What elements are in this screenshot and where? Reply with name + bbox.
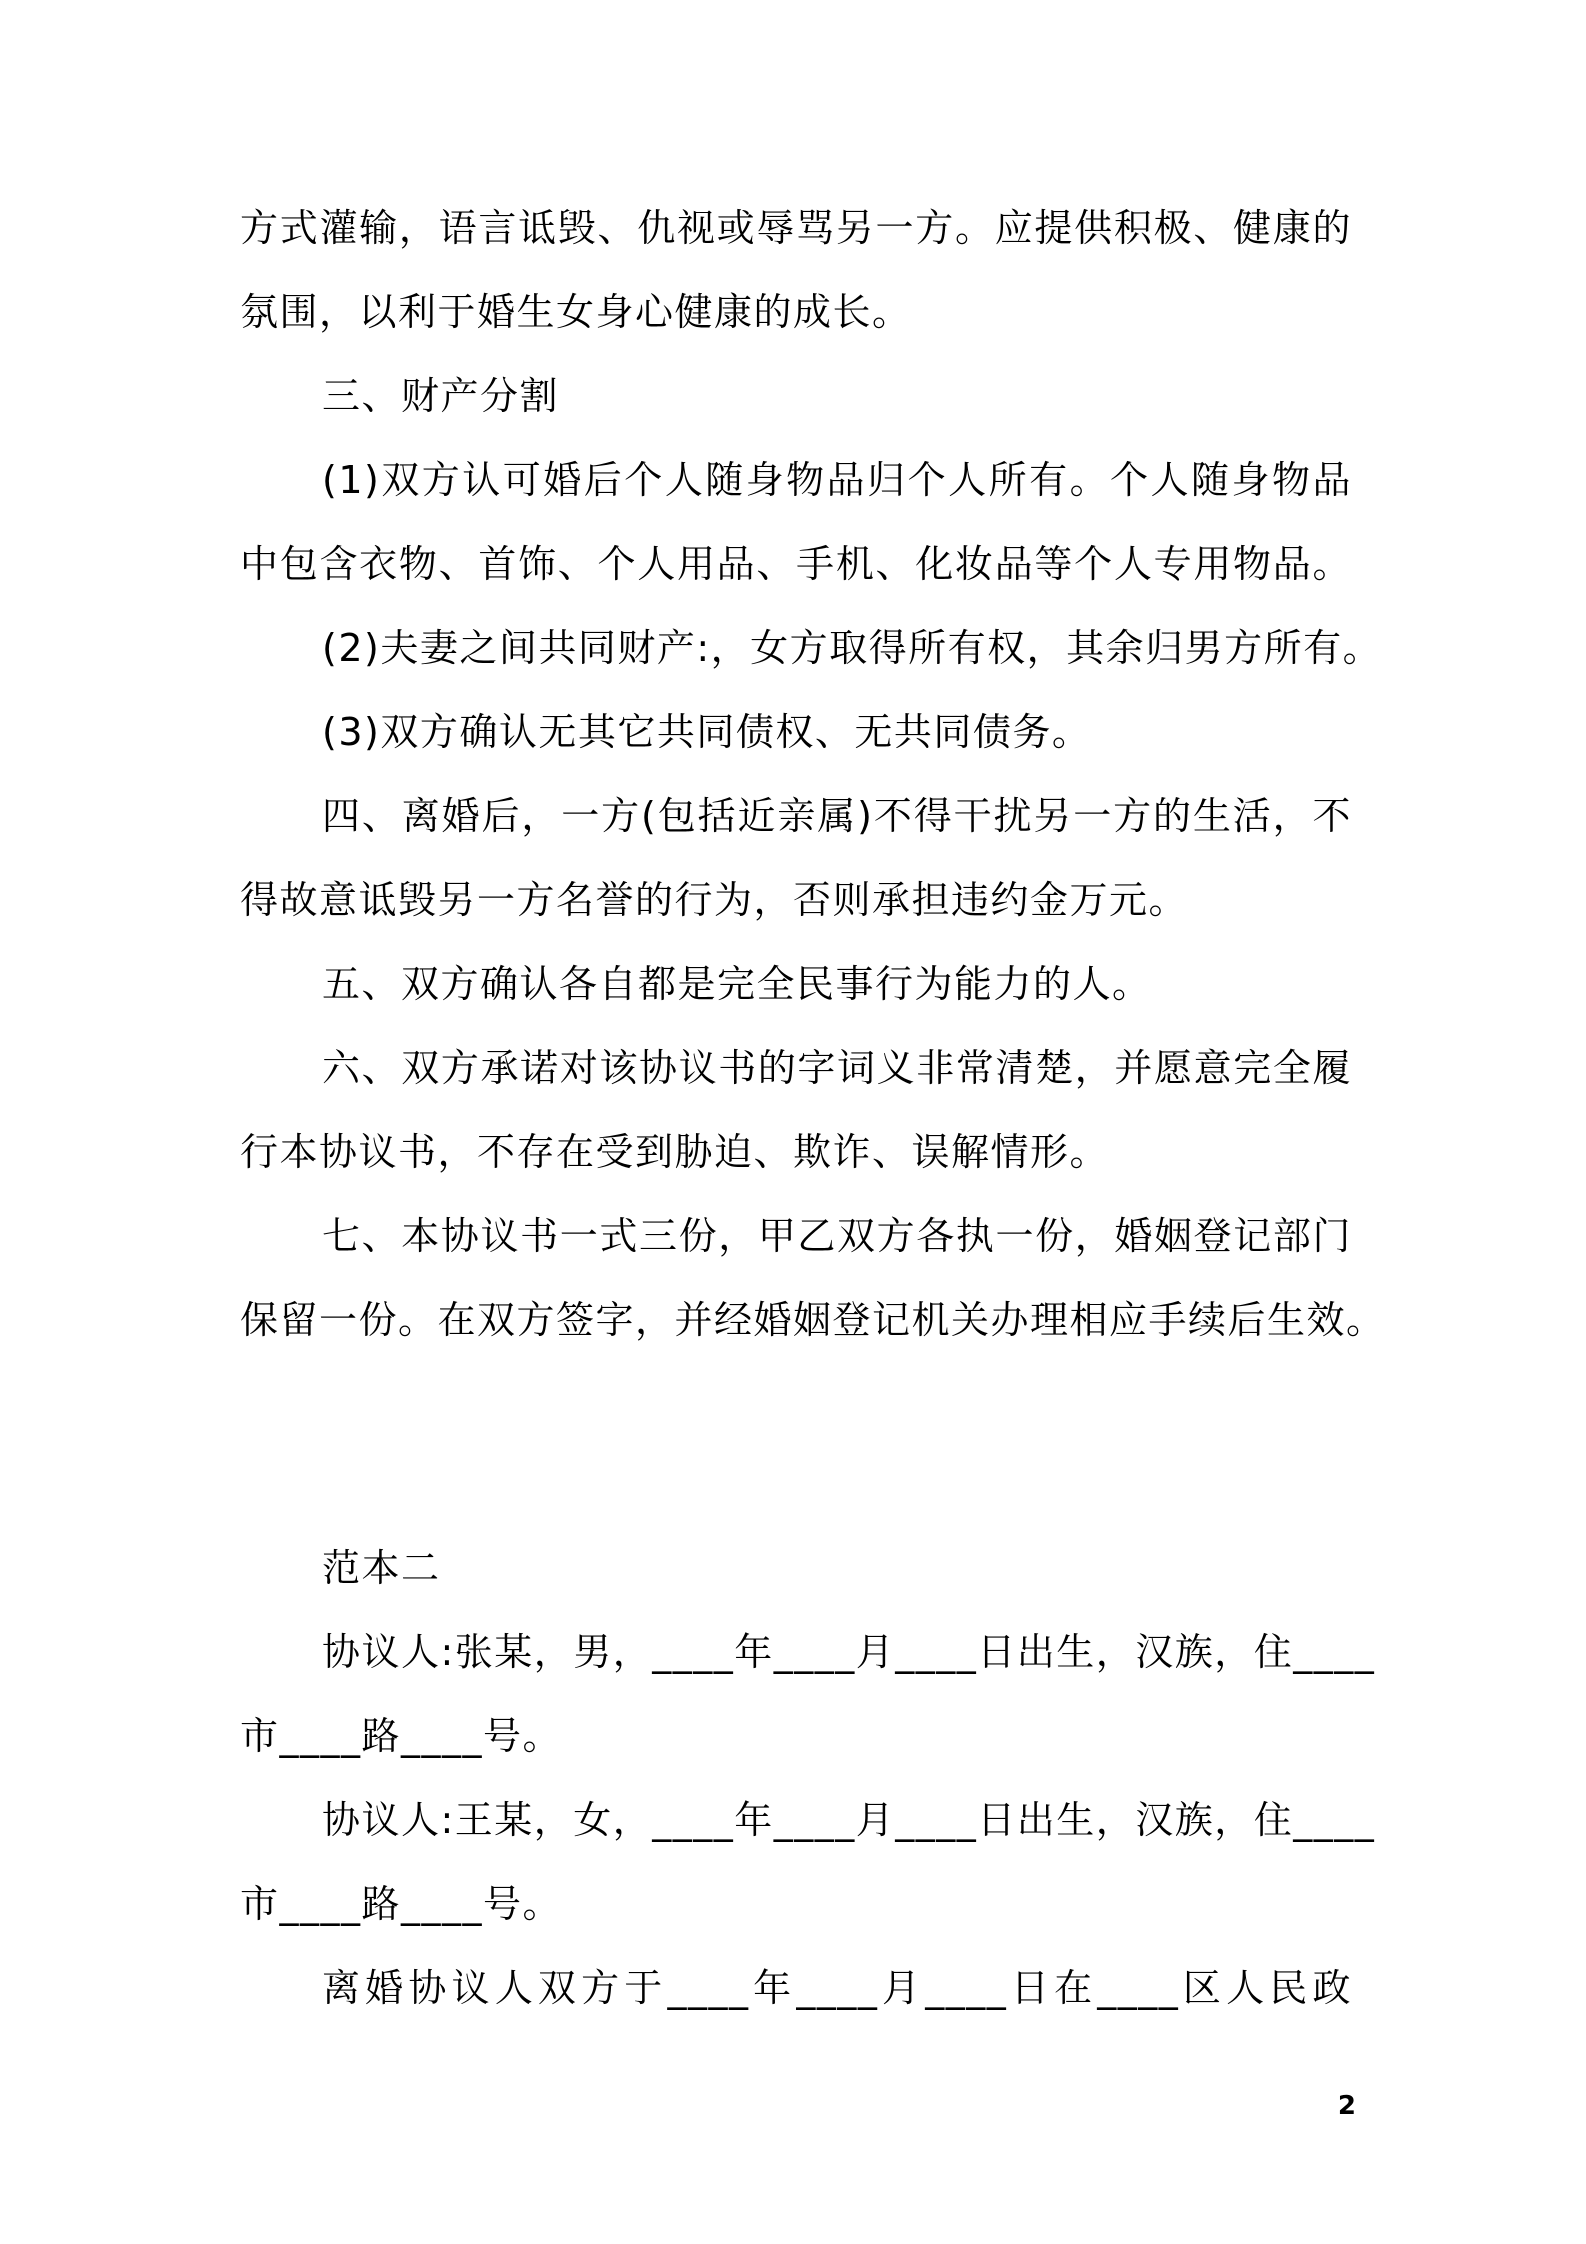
section-heading-property-division: 三、财产分割 <box>322 374 560 418</box>
text-line-14: 保留一份。在双方签字，并经婚姻登记机关办理相应手续后生效。 <box>240 1298 1386 1342</box>
text-line-17: 市____路____号。 <box>240 1714 563 1758</box>
text-line-7: (3)双方确认无其它共同债权、无共同债务。 <box>322 710 1092 754</box>
text-line-19: 市____路____号。 <box>240 1882 563 1926</box>
text-line-18: 协议人:王某，女，____年____月____日出生，汉族，住____ <box>322 1798 1376 1842</box>
text-line-9: 得故意诋毁另一方名誉的行为，否则承担违约金万元。 <box>240 878 1189 922</box>
text-line-12: 行本协议书，不存在受到胁迫、欺诈、误解情形。 <box>240 1130 1110 1174</box>
text-line-11: 六、双方承诺对该协议书的字词义非常清楚，并愿意完全履 <box>322 1046 1352 1090</box>
page-number: 2 <box>1337 2091 1356 2121</box>
text-line-5: 中包含衣物、首饰、个人用品、手机、化妆品等个人专用物品。 <box>240 542 1352 586</box>
text-line-13: 七、本协议书一式三份，甲乙双方各执一份，婚姻登记部门 <box>322 1214 1352 1258</box>
text-line-16: 协议人:张某，男，____年____月____日出生，汉族，住____ <box>322 1630 1376 1674</box>
section-heading-template-two: 范本二 <box>322 1546 441 1590</box>
text-line-1: 方式灌输，语言诋毁、仇视或辱骂另一方。应提供积极、健康的 <box>240 206 1352 250</box>
text-line-20: 离婚协议人双方于____年____月____日在____区人民政 <box>322 1966 1352 2010</box>
text-line-10: 五、双方确认各自都是完全民事行为能力的人。 <box>322 962 1152 1006</box>
text-line-8: 四、离婚后，一方(包括近亲属)不得干扰另一方的生活，不 <box>322 794 1352 838</box>
text-line-2: 氛围，以利于婚生女身心健康的成长。 <box>240 290 912 334</box>
text-line-6: (2)夫妻之间共同财产:，女方取得所有权，其余归男方所有。 <box>322 626 1383 670</box>
text-line-4: (1)双方认可婚后个人随身物品归个人所有。个人随身物品 <box>322 458 1352 502</box>
